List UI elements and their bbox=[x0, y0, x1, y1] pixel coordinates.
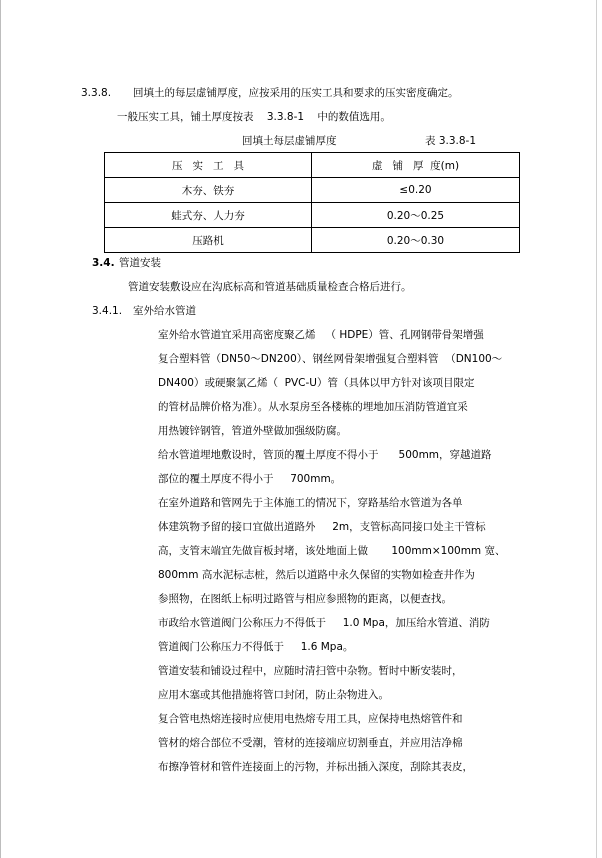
section-3-3-8-text: 回填土的每层虚铺厚度，应按采用的压实工具和要求的压实密度确定。 bbox=[133, 87, 459, 99]
table-row bbox=[105, 228, 520, 253]
body-line: DN400）或硬聚氯乙烯（ PVC-U）管（具体以甲方针对该项目限定 bbox=[158, 377, 475, 389]
backfill-thickness-table bbox=[104, 152, 520, 253]
table-caption: 回填土每层虚铺厚度 bbox=[242, 135, 337, 147]
body-line: 高，支管末端宜先做盲板封堵，该处地面上做 100mm×100mm 宽、 bbox=[158, 545, 506, 557]
body-line: 管道阀门公称压力不得低于 1.6 Mpa。 bbox=[158, 641, 354, 653]
table-row bbox=[105, 203, 520, 228]
body-line: 布擦净管材和管件连接面上的污物，并标出插入深度，刮除其表皮， bbox=[158, 761, 473, 773]
table-number: 表 3.3.8-1 bbox=[425, 135, 477, 147]
body-line: 管道安装和铺设过程中，应随时清扫管中杂物。暂时中断安装时， bbox=[158, 665, 463, 677]
section-number-3-4: 3.4. bbox=[92, 257, 115, 269]
table-row bbox=[105, 178, 520, 203]
body-line: 的管材品牌价格为准）。从水泵房至各楼栋的埋地加压消防管道宜采 bbox=[158, 401, 468, 413]
page-left-border bbox=[0, 0, 1, 858]
body-line: 用热镀锌钢管，管道外壁做加强级防腐。 bbox=[158, 425, 347, 437]
table-header-tool: 压 实 工 具 bbox=[105, 153, 312, 178]
body-line: 市政给水管道阀门公称压力不得低于 1.0 Mpa，加压给水管道、消防 bbox=[158, 617, 490, 629]
table-header-row bbox=[105, 153, 520, 178]
body-line: 给水管道埋地敷设时，管顶的覆土厚度不得小于 500mm，穿越道路 bbox=[158, 449, 492, 461]
body-line: 在室外道路和管网先于主体施工的情况下，穿路基给水管道为各单 bbox=[158, 497, 463, 509]
table-cell: 木夯、铁夯 bbox=[105, 178, 312, 203]
body-line: 复合管电热熔连接时应使用电热熔专用工具，应保持电热熔管件和 bbox=[158, 713, 463, 725]
body-line: 应用木塞或其他措施将管口封闭，防止杂物进入。 bbox=[158, 689, 389, 701]
table-cell: 0.20～0.25 bbox=[312, 203, 520, 228]
section-3-4-1-title: 室外给水管道 bbox=[133, 305, 196, 317]
section-number-3-3-8: 3.3.8. bbox=[81, 87, 112, 99]
section-3-3-8-line2: 一般压实工具，铺土厚度按表 3.3.8-1 中的数值选用。 bbox=[117, 111, 391, 123]
table-cell: 蛙式夯、人力夯 bbox=[105, 203, 312, 228]
table-cell: 压路机 bbox=[105, 228, 312, 253]
body-line: 部位的覆土厚度不得小于 700mm。 bbox=[158, 473, 342, 485]
page-right-border bbox=[596, 0, 597, 858]
body-line: 室外给水管道宜采用高密度聚乙烯 （ HDPE）管、孔网钢带骨架增强 bbox=[158, 329, 484, 341]
table-cell: 0.20～0.30 bbox=[312, 228, 520, 253]
section-3-4-text: 管道安装敷设应在沟底标高和管道基础质量检查合格后进行。 bbox=[128, 281, 412, 293]
section-3-4-title: 管道安装 bbox=[119, 257, 161, 269]
table-header-thickness: 虚 铺 厚 度(m) bbox=[312, 153, 520, 178]
body-line: 复合塑料管（DN50～DN200）、钢丝网骨架增强复合塑料管 （DN100～ bbox=[158, 353, 503, 365]
body-line: 管材的熔合部位不受潮，管材的连接端应切割垂直，并应用洁净棉 bbox=[158, 737, 463, 749]
body-line: 体建筑物予留的接口宜做出道路外 2m，支管标高同接口处主干管标 bbox=[158, 521, 486, 533]
section-number-3-4-1: 3.4.1. bbox=[92, 305, 123, 317]
body-line: 800mm 高水泥标志桩，然后以道路中永久保留的实物如检查井作为 bbox=[158, 569, 475, 581]
table-cell: ≤0.20 bbox=[312, 178, 520, 203]
body-line: 参照物，在图纸上标明过路管与相应参照物的距离，以便查找。 bbox=[158, 593, 452, 605]
